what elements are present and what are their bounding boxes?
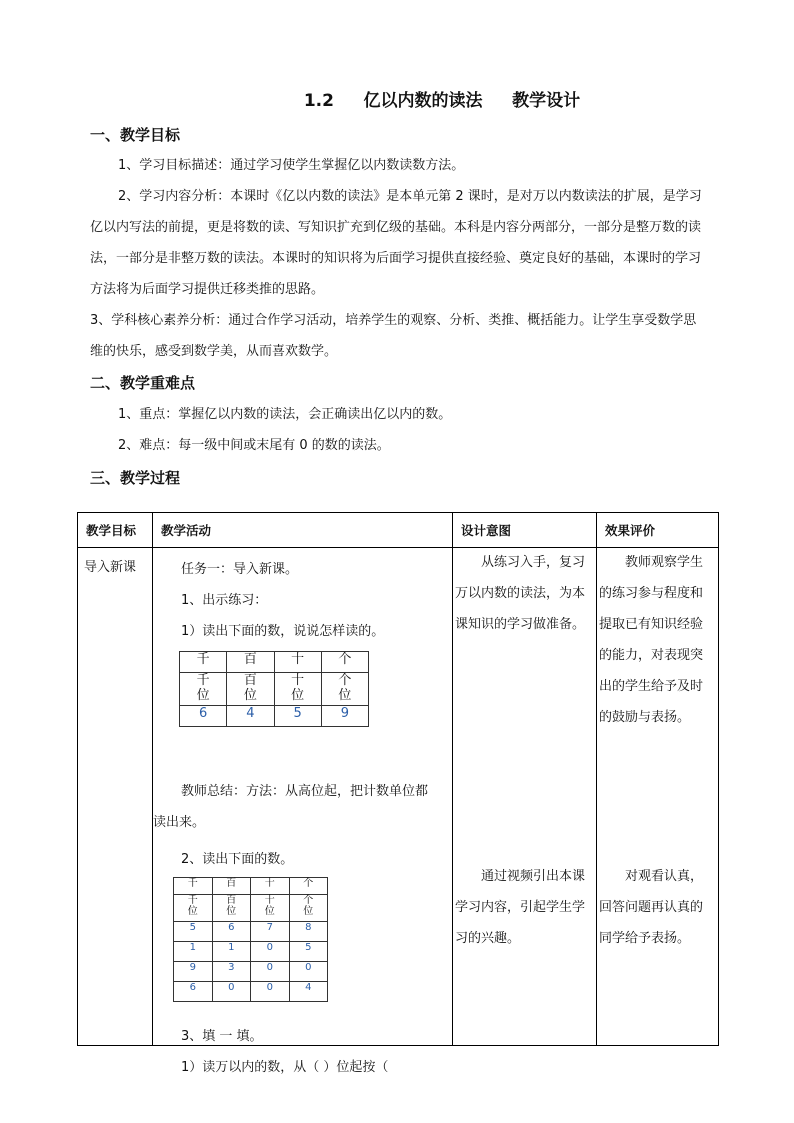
- header-evaluation: 效果评价: [597, 513, 719, 548]
- place-value-table-1: [179, 651, 369, 727]
- unit-cell: 十: [251, 878, 290, 895]
- goals-heading: 一、教学目标: [90, 126, 181, 144]
- digit-cell: 0: [212, 982, 251, 1002]
- step1-text: 1、出示练习：: [181, 593, 268, 608]
- process-heading: 三、教学过程: [90, 469, 181, 487]
- goal-2: 2、学习内容分析：本课时《亿以内数的读法》是本单元第 2 课时，是对万以内数读法的扩展，是学习亿以内写法的前提，更是将数的读、写知识扩充到亿级的基础。本科是内容分两部分，一部分是整万数的读法，一部分是非整万数的读法。本课时的知识将为后面学习提供直接经验、奠定良好的基础，本课时的学习方法将为后面学习提供迁移类推的思路。: [90, 189, 702, 297]
- place-cell: 十 位: [274, 673, 321, 706]
- digit-cell: 1: [212, 942, 251, 962]
- design-text-1: 从练习入手，复习万以内数的读法，为本课知识的学习做准备。: [455, 555, 586, 632]
- header-design: 设计意图: [453, 513, 597, 548]
- place-cell: 千 位: [180, 673, 227, 706]
- digit-cell: 4: [227, 706, 274, 727]
- table-header-row: [78, 513, 719, 548]
- digit-cell: 0: [289, 962, 328, 982]
- step3a-text: 1）读万以内的数，从（ ）位起按（: [181, 1060, 389, 1075]
- table-row: [78, 548, 719, 1046]
- goal-cell: 导入新课: [78, 548, 153, 1046]
- digit-cell: 6: [212, 922, 251, 942]
- place-cell: 个 位: [289, 895, 328, 922]
- digit-cell: 1: [174, 942, 213, 962]
- teaching-process-table: [77, 512, 719, 1075]
- summary-text: 教师总结：方法：从高位起，把计数单位都读出来。: [153, 784, 429, 830]
- digit-cell: 5: [289, 942, 328, 962]
- page-title: 1.2 亿以内数的读法 教学设计: [303, 91, 581, 111]
- digit-cell: 5: [274, 706, 321, 727]
- unit-cell: 千: [174, 878, 213, 895]
- table-row: [174, 982, 328, 1002]
- unit-cell: 百: [227, 652, 274, 673]
- digit-cell: 4: [289, 982, 328, 1002]
- digit-cell: 6: [174, 982, 213, 1002]
- key-2: 2、难点：每一级中间或末尾有 0 的数的读法。: [118, 438, 390, 453]
- table-row: [174, 922, 328, 942]
- step1a-text: 1）读出下面的数，说说怎样读的。: [181, 624, 385, 639]
- header-goal: 教学目标: [78, 513, 153, 548]
- activity-cell: [153, 548, 453, 1075]
- unit-cell: 百: [212, 878, 251, 895]
- digit-cell: 8: [289, 922, 328, 942]
- goal-1: 1、学习目标描述：通过学习使学生掌握亿以内数读数方法。: [118, 158, 465, 173]
- design-text-2: 通过视频引出本课学习内容，引起学生学习的兴趣。: [455, 869, 586, 946]
- unit-cell: 个: [289, 878, 328, 895]
- header-activity: 教学活动: [153, 513, 453, 548]
- digit-cell: 0: [251, 962, 290, 982]
- evaluation-cell: [597, 548, 719, 1046]
- digit-cell: 6: [180, 706, 227, 727]
- place-value-table-2: [173, 877, 328, 1002]
- goal-3: 3、学科核心素养分析：通过合作学习活动，培养学生的观察、分析、类推、概括能力。让学生享受数学思维的快乐，感受到数学美，从而喜欢数学。: [90, 313, 697, 359]
- place-cell: 千 位: [174, 895, 213, 922]
- digit-cell: 7: [251, 922, 290, 942]
- digit-cell: 0: [251, 982, 290, 1002]
- digit-cell: 9: [174, 962, 213, 982]
- unit-cell: 个: [321, 652, 368, 673]
- task1-text: 任务一：导入新课。: [181, 562, 299, 577]
- keypoints-heading: 二、教学重难点: [90, 374, 196, 392]
- unit-cell: 十: [274, 652, 321, 673]
- place-cell: 百 位: [227, 673, 274, 706]
- digit-cell: 3: [212, 962, 251, 982]
- design-cell: [453, 548, 597, 1046]
- digit-cell: 9: [321, 706, 368, 727]
- table-row: [174, 942, 328, 962]
- place-cell: 百 位: [212, 895, 251, 922]
- table-row: [174, 962, 328, 982]
- unit-cell: 千: [180, 652, 227, 673]
- place-cell: 十 位: [251, 895, 290, 922]
- eval-text-1: 教师观察学生的练习参与程度和提取已有知识经验的能力，对表现突出的学生给予及时的鼓励与表扬。: [599, 555, 704, 725]
- key-1: 1、重点：掌握亿以内数的读法，会正确读出亿以内的数。: [118, 407, 452, 422]
- digit-cell: 5: [174, 922, 213, 942]
- digit-cell: 0: [251, 942, 290, 962]
- eval-text-2: 对观看认真，回答问题再认真的同学给予表扬。: [599, 869, 704, 946]
- place-cell: 个 位: [321, 673, 368, 706]
- step3-text: 3、填 一 填。: [181, 1029, 263, 1044]
- step2-text: 2、读出下面的数。: [181, 852, 294, 867]
